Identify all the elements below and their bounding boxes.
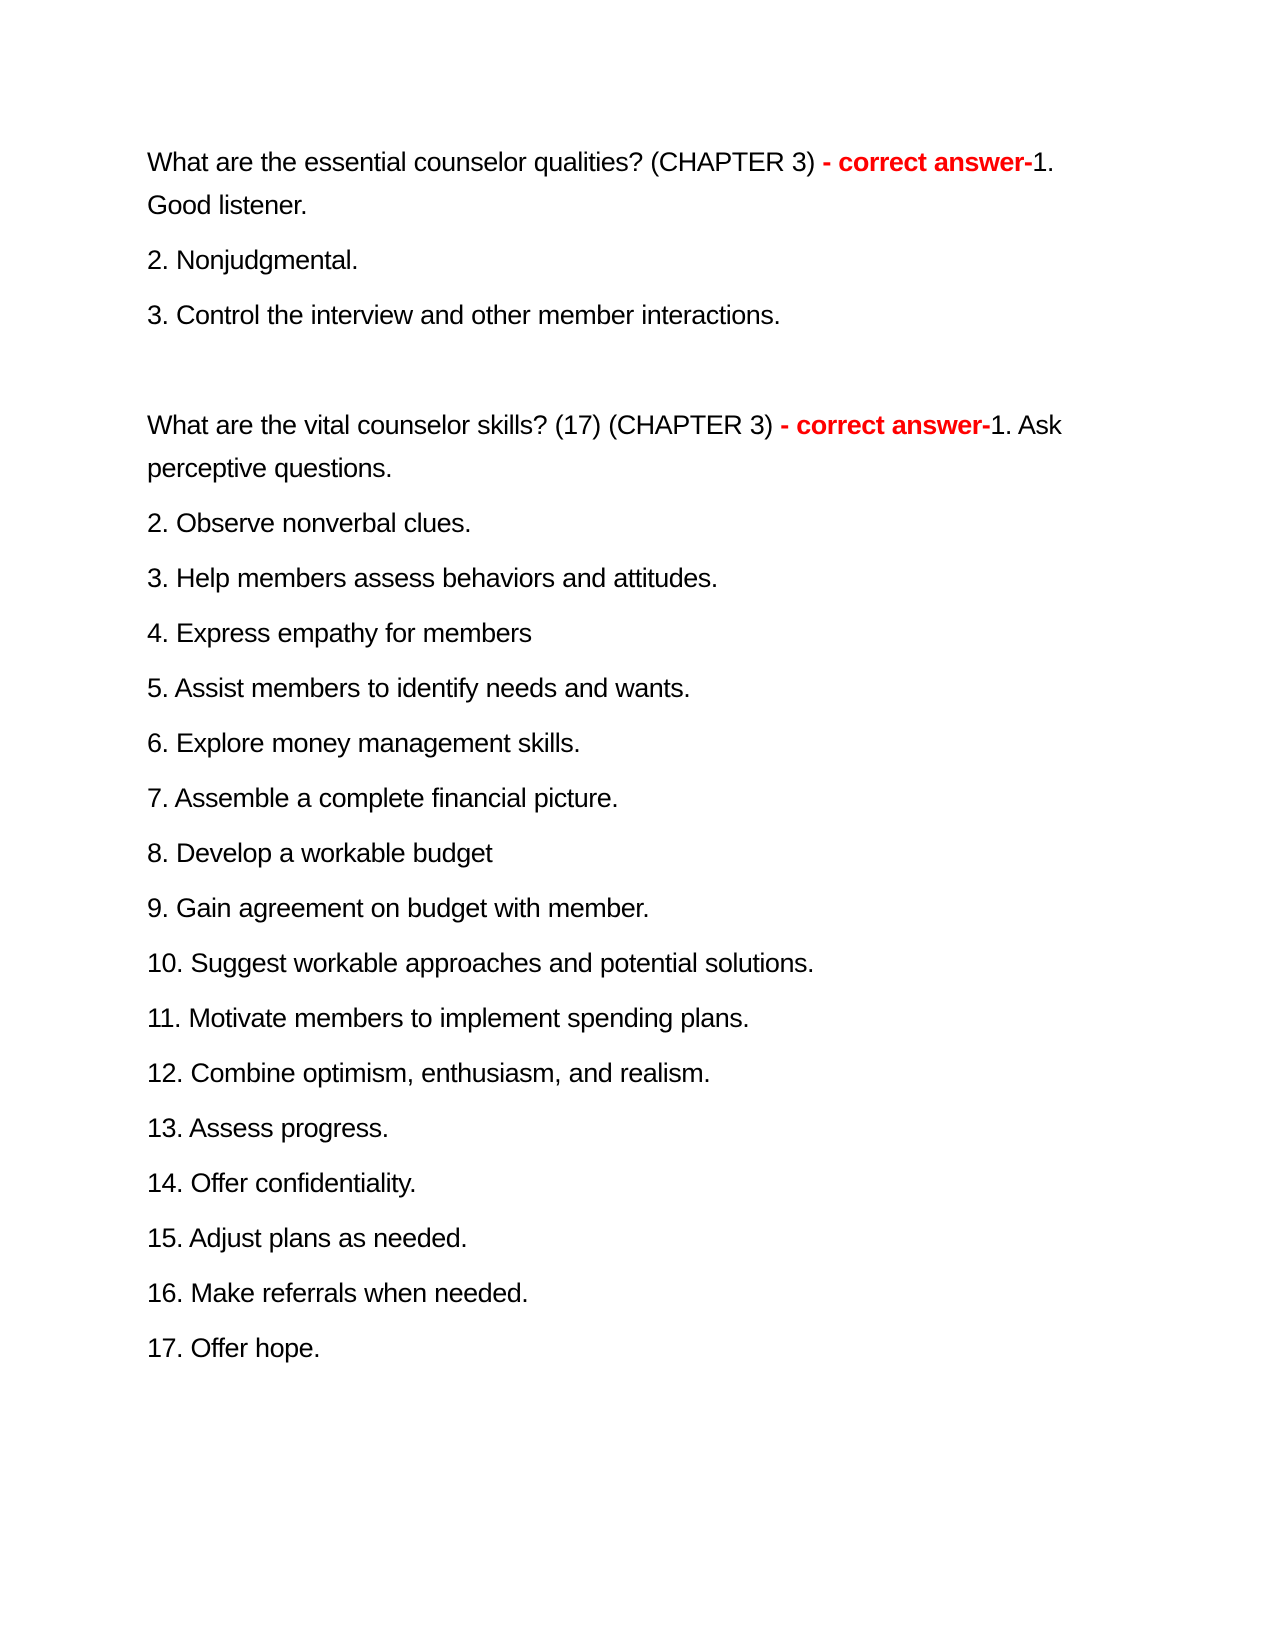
question-paragraph: [147, 141, 1122, 227]
answer-item: 3. Help members assess behaviors and attitudes.: [147, 563, 718, 593]
answer-item: 2. Observe nonverbal clues.: [147, 508, 472, 538]
answer-intro-text: 1. Good listener.: [147, 147, 1054, 220]
correct-answer-marker: - correct answer-: [772, 410, 991, 440]
correct-answer-marker: - correct answer-: [814, 147, 1033, 177]
answer-item: 10. Suggest workable approaches and potential solutions.: [147, 948, 814, 978]
answer-item: 16. Make referrals when needed.: [147, 1278, 529, 1308]
answer-item: 14. Offer confidentiality.: [147, 1168, 417, 1198]
answer-item: 9. Gain agreement on budget with member.: [147, 893, 650, 923]
question-paragraph: [147, 404, 1122, 490]
answer-item: 2. Nonjudgmental.: [147, 245, 359, 275]
answer-item: 5. Assist members to identify needs and wants.: [147, 673, 691, 703]
answer-item: 15. Adjust plans as needed.: [147, 1223, 468, 1253]
answer-item: 17. Offer hope.: [147, 1333, 321, 1363]
answer-item: 13. Assess progress.: [147, 1113, 389, 1143]
question-text: What are the essential counselor qualities? (CHAPTER 3): [147, 147, 815, 177]
document-content: [147, 141, 1122, 1370]
answer-item: 6. Explore money management skills.: [147, 728, 581, 758]
answer-intro-text: 1. Ask perceptive questions.: [147, 410, 1062, 483]
answer-item: 11. Motivate members to implement spending plans.: [147, 1003, 750, 1033]
question-text: What are the vital counselor skills? (17) (CHAPTER 3): [147, 410, 773, 440]
answer-item: 8. Develop a workable budget: [147, 838, 493, 868]
qa-block-essential-qualities: [147, 141, 1122, 337]
answer-item: 3. Control the interview and other member interactions.: [147, 300, 781, 330]
qa-block-vital-skills: [147, 404, 1122, 1370]
answer-item: 12. Combine optimism, enthusiasm, and realism.: [147, 1058, 711, 1088]
answer-item: 4. Express empathy for members: [147, 618, 532, 648]
answer-item: 7. Assemble a complete financial picture.: [147, 783, 619, 813]
paragraph-spacer: [147, 349, 1122, 404]
